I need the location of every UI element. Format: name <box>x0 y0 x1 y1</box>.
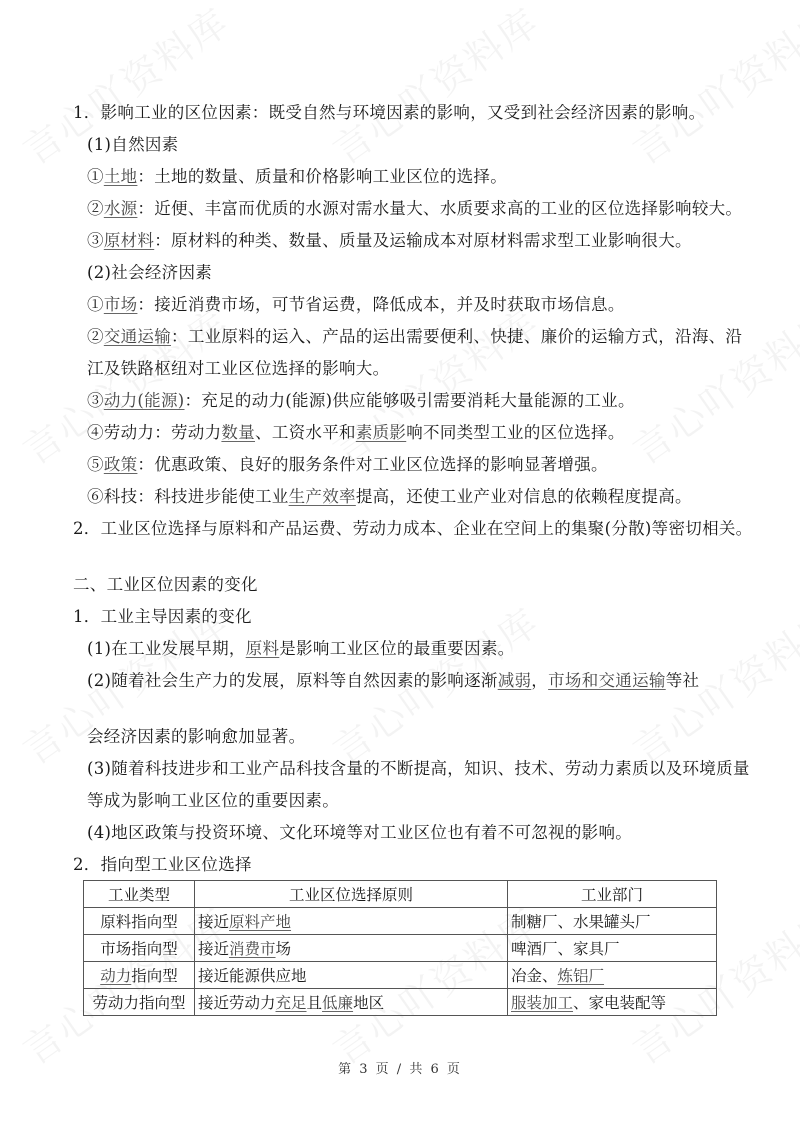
social-factor-labor <box>87 422 625 444</box>
natural-factor-land <box>87 166 507 188</box>
cell-department <box>508 908 717 935</box>
change-paragraph-3-line-2: 等成为影响工业区位的重要因素。 <box>87 791 339 810</box>
item-body: ：原材料的种类、数量、质量及运输成本对原材料需求型工业影响很大。 <box>154 231 692 250</box>
table-row <box>84 935 717 962</box>
paragraph-text: (2)随着社会生产力的发展，原料等自然因素的影响逐渐 <box>87 671 498 690</box>
natural-factors-heading: (1)自然因素 <box>87 135 179 154</box>
column-header: 工业部门 <box>508 881 717 908</box>
key-term: 数量 <box>221 423 256 442</box>
cell-principle <box>195 935 508 962</box>
column-header: 工业区位选择原则 <box>195 881 508 908</box>
cell-text: 冶金、 <box>511 967 558 985</box>
item-body: ：近便、丰富而优质的水源对需水量大、水质要求高的工业的区位选择影响较大。 <box>137 199 743 218</box>
key-term: 充足 <box>275 994 307 1012</box>
table-row <box>84 989 717 1016</box>
cell-text: 指向型 <box>131 967 178 985</box>
item-marker: ③ <box>87 231 104 250</box>
cell-department <box>508 989 717 1016</box>
key-term: 政策 <box>103 455 138 474</box>
key-term: 土地 <box>103 167 138 186</box>
item-marker: ① <box>87 167 104 186</box>
key-term: 水源 <box>103 199 138 218</box>
paragraph-text: 是影响工业区位的最重要因素。 <box>279 639 515 658</box>
item-body: 提高，还使工业产业对信息的依赖程度提高。 <box>355 487 692 506</box>
item-body: ：工业原料的运入、产品的运出需要便利、快捷、廉价的运输方式，沿海、沿 <box>171 327 743 346</box>
cell-text: 接近 <box>198 913 230 931</box>
column-header: 工业类型 <box>84 881 195 908</box>
point-1-intro: 1．影响工业的区位因素：既受自然与环境因素的影响，又受到社会经济因素的影响。 <box>73 103 706 122</box>
table-header-row <box>84 881 717 908</box>
cell-text: 接近能源供应地 <box>198 967 307 985</box>
item-marker: ② <box>87 199 104 218</box>
cell-type <box>84 989 195 1016</box>
cell-principle <box>195 962 508 989</box>
item-marker: ③ <box>87 391 104 410</box>
item-marker: ① <box>87 295 104 314</box>
cell-type <box>84 935 195 962</box>
social-factor-power <box>87 390 635 412</box>
social-factor-market <box>87 294 625 316</box>
social-factor-transport <box>87 326 742 348</box>
cell-text: 啤酒厂、家具厂 <box>511 940 620 958</box>
point-2-summary: 2．工业区位选择与原料和产品运费、劳动力成本、企业在空间上的集聚(分散)等密切相关。 <box>73 519 753 538</box>
item-body: ：接近消费市场，可节省运费，降低成本，并及时获取市场信息。 <box>137 295 625 314</box>
change-paragraph-2-continuation: 会经济因素的影响愈加显著。 <box>87 727 306 746</box>
change-paragraph-2 <box>87 670 699 692</box>
key-term: 动力(能源) <box>103 391 185 410</box>
change-paragraph-3-line-1: (3)随着科技进步和工业产品科技含量的不断提高，知识、技术、劳动力素质以及环境质量 <box>87 759 750 778</box>
key-term: 减弱 <box>497 671 532 690</box>
cell-text: 劳动力指向型 <box>92 994 186 1012</box>
change-paragraph-4: (4)地区政策与投资环境、文化环境等对工业区位也有着不可忽视的影响。 <box>87 823 633 842</box>
cell-text: 地区 <box>353 994 385 1012</box>
key-term: 市场和交通运输 <box>548 671 666 690</box>
natural-factor-raw-materials <box>87 230 692 252</box>
oriented-industry-heading: 2．指向型工业区位选择 <box>73 855 252 874</box>
table-row <box>84 962 717 989</box>
social-factor-technology <box>87 486 692 508</box>
cell-department <box>508 935 717 962</box>
change-paragraph-1 <box>87 638 515 660</box>
social-factor-transport-continuation: 江及铁路枢纽对工业区位选择的影响大。 <box>87 359 390 378</box>
cell-text: 制糖厂、水果罐头厂 <box>511 913 651 931</box>
oriented-industry-table <box>83 880 717 1016</box>
key-term: 服装加工 <box>511 994 574 1012</box>
page-indicator: 第 3 页 / 共 6 页 <box>338 1062 462 1077</box>
key-term: 交通运输 <box>103 327 172 346</box>
item-body: ：充足的动力(能源)供应能够吸引需要消耗大量能源的工业。 <box>184 391 635 410</box>
item-marker: ⑤ <box>87 455 104 474</box>
paragraph-text: 等社 <box>665 671 700 690</box>
key-term: 原料 <box>245 639 280 658</box>
item-body: ：土地的数量、质量和价格影响工业区位的选择。 <box>137 167 508 186</box>
cell-text: 市场指向型 <box>100 940 178 958</box>
key-term: 生产效率 <box>288 487 356 506</box>
item-prefix: ④劳动力：劳动力 <box>87 423 222 442</box>
item-body: ：优惠政策、良好的服务条件对工业区位选择的影响显著增强。 <box>137 455 608 474</box>
key-term: 原材料 <box>103 231 155 250</box>
item-prefix: ⑥科技：科技进步能使工业 <box>87 487 289 506</box>
section-heading-changes: 二、工业区位因素的变化 <box>73 575 258 594</box>
social-factor-policy <box>87 454 608 476</box>
cell-text: 、家电装配等 <box>573 994 667 1012</box>
key-term: 素质影 <box>355 423 407 442</box>
cell-type <box>84 962 195 989</box>
paragraph-text: ， <box>531 671 549 690</box>
key-term: 消费市 <box>229 940 276 958</box>
key-term: 市场 <box>103 295 138 314</box>
cell-department <box>508 962 717 989</box>
cell-text: 接近劳动力 <box>198 994 276 1012</box>
cell-text: 接近 <box>198 940 230 958</box>
paragraph-text: (1)在工业发展早期， <box>87 639 246 658</box>
cell-text: 场 <box>275 940 292 958</box>
dominant-factor-heading: 1．工业主导因素的变化 <box>73 607 252 626</box>
cell-text: 原料指向型 <box>100 913 178 931</box>
key-term: 动力 <box>100 967 132 985</box>
key-term: 炼铝厂 <box>557 967 605 985</box>
cell-principle <box>195 989 508 1016</box>
item-body: 响不同类型工业的区位选择。 <box>406 423 625 442</box>
item-marker: ② <box>87 327 104 346</box>
table-row <box>84 908 717 935</box>
item-body: 、工资水平和 <box>255 423 356 442</box>
key-term: 原料产地 <box>229 913 292 931</box>
cell-principle <box>195 908 508 935</box>
natural-factor-water <box>87 198 742 220</box>
cell-text: 且 <box>306 994 323 1012</box>
key-term: 低廉 <box>322 994 354 1012</box>
cell-type <box>84 908 195 935</box>
social-factors-heading: (2)社会经济因素 <box>87 263 213 282</box>
